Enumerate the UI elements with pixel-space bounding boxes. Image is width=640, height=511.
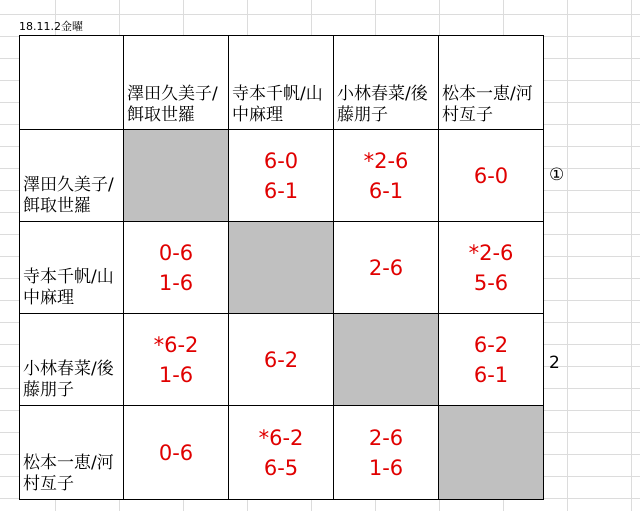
column-header-player-4[interactable]: 松本一恵/河村亙子 [439,36,544,130]
row-header-player-4[interactable]: 松本一恵/河村亙子 [20,406,124,500]
table-row [20,222,544,314]
diagonal-cell[interactable] [124,130,229,222]
score-line: 0-6 [158,440,194,465]
score-cell[interactable] [124,406,229,500]
score-cell[interactable] [439,314,544,406]
score-line: 5-6 [473,270,509,295]
score-cell[interactable] [229,130,334,222]
score-line: 6-1 [263,178,299,203]
score-line: 6-2 [473,332,509,357]
rank-note-row-3[interactable]: 2 [549,353,560,373]
score-line: 6-5 [263,455,299,480]
score-line: *2-6 [363,148,409,173]
score-cell[interactable] [439,222,544,314]
score-line: 1-6 [158,362,194,387]
table-row [20,406,544,500]
diagonal-cell[interactable] [439,406,544,500]
diagonal-cell[interactable] [334,314,439,406]
score-line: 6-2 [263,347,299,372]
score-cell[interactable] [124,314,229,406]
score-cell[interactable] [334,222,439,314]
round-robin-table [19,35,544,500]
score-cell[interactable] [124,222,229,314]
score-line: 6-1 [473,362,509,387]
date-label[interactable]: 18.11.2金曜 [19,20,83,33]
score-cell[interactable] [334,406,439,500]
table-row [20,314,544,406]
score-cell[interactable] [229,406,334,500]
header-row [20,36,544,130]
score-line: 6-1 [368,178,404,203]
score-cell[interactable] [334,130,439,222]
column-header-player-3[interactable]: 小林春菜/後藤朋子 [334,36,439,130]
score-line: *6-2 [153,332,199,357]
score-cell[interactable] [439,130,544,222]
column-header-player-2[interactable]: 寺本千帆/山中麻理 [229,36,334,130]
table-row [20,130,544,222]
row-header-player-2[interactable]: 寺本千帆/山中麻理 [20,222,124,314]
corner-cell[interactable] [20,36,124,130]
score-line: 2-6 [368,425,404,450]
column-header-player-1[interactable]: 澤田久美子/餌取世羅 [124,36,229,130]
score-cell[interactable] [229,314,334,406]
row-header-player-3[interactable]: 小林春菜/後藤朋子 [20,314,124,406]
row-header-player-1[interactable]: 澤田久美子/餌取世羅 [20,130,124,222]
score-line: 6-0 [263,148,299,173]
score-line: 2-6 [368,255,404,280]
diagonal-cell[interactable] [229,222,334,314]
rank-note-row-1[interactable]: ① [549,165,565,185]
score-line: *2-6 [468,240,514,265]
score-line: *6-2 [258,425,304,450]
score-line: 0-6 [158,240,194,265]
score-line: 6-0 [473,163,509,188]
score-line: 1-6 [158,270,194,295]
score-line: 1-6 [368,455,404,480]
